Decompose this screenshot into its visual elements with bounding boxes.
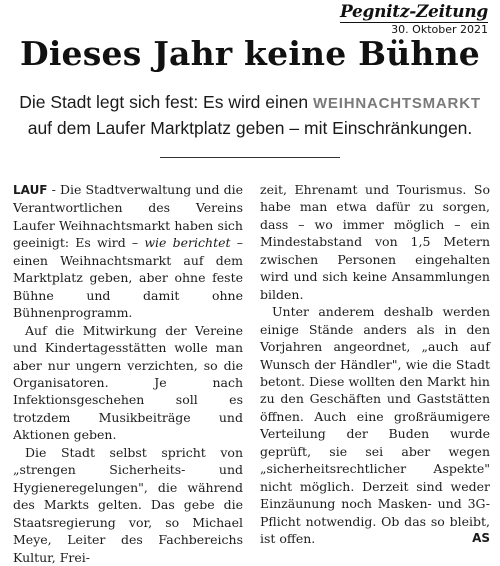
paragraph-4: [260, 303, 490, 547]
column-1: [13, 181, 243, 566]
masthead: [340, 3, 488, 37]
subheadline: [10, 90, 490, 140]
paragraph-3-continued: zeit, Ehrenamt und Tourismus. So habe man etwa dafür zu sorgen, dass – wo immer möglich – ein Mindestabstand von 1,5 Metern zwischen Personen eingehalten wird und sich keine Ansammlungen bilden.: [260, 182, 490, 302]
headline: Dieses Jahr keine Bühne: [20, 34, 480, 73]
paragraph-1: [13, 181, 243, 322]
column-2: [260, 181, 490, 566]
newspaper-logo: Pegnitz-Zeitung: [339, 2, 488, 22]
subhead-text: Die Stadt legt sich fest: Es wird einen: [19, 92, 309, 112]
subhead-line-2: auf dem Laufer Marktplatz geben – mit Einschränkungen.: [27, 118, 473, 138]
paragraph-1-rest: – einen Weihnachtsmarkt auf dem Marktplatz geben, aber ohne feste Bühne und damit ohne Bühnenprogramm.: [13, 235, 243, 321]
subhead-keyword: WEIHNACHTSMARKT: [312, 95, 481, 112]
paragraph-3: Die Stadt selbst spricht von „strengen Sicherheits- und Hygieneregelungen", die während des Markts gelten. Das gebe die Staatsregierung vor, so Michael Meye, Leiter des Fachbereichs Kultur, Frei-: [13, 444, 243, 565]
divider: [160, 157, 340, 158]
publication-date: 30. Oktober 2021: [391, 23, 488, 36]
article-body: [13, 181, 490, 566]
paragraph-1-italic: wie berichtet: [138, 235, 231, 251]
subhead-line-1: [10, 90, 490, 116]
paragraph-4-text: Unter anderem deshalb werden einige Stände anders als in den Vorjahren angeordnet, „auch auf Wunsch der Händler", wie die Stadt betont. Diese wollten den Markt hin zu den Geschäften und Gaststätten öffnen. Auch eine großräumigere Verteilung der Buden wurde geprüft, sie sei aber wegen „sicherheitsrechtlicher Aspekte" nicht möglich. Derzeit sind weder Einzäunung noch Masken- und 3G-Pflicht notwendig. Ob das so bleibt, ist offen.: [260, 304, 490, 547]
author-initials: AS: [472, 531, 490, 546]
paragraph-1-lead: - Die Stadtverwaltung und die Verantwortlichen des Vereins Laufer Weihnachtsmarkt haben sich geeinigt: Es wird –: [13, 182, 243, 251]
paragraph-2: Auf die Mitwirkung der Vereine und Kindertagesstätten wolle man aber nur ungern verzichten, so die Organisatoren. Je nach Infektionsgeschehen soll es trotzdem Musikbeiträge und Aktionen geben.: [13, 322, 243, 443]
dateline-kicker: LAUF: [13, 183, 48, 197]
